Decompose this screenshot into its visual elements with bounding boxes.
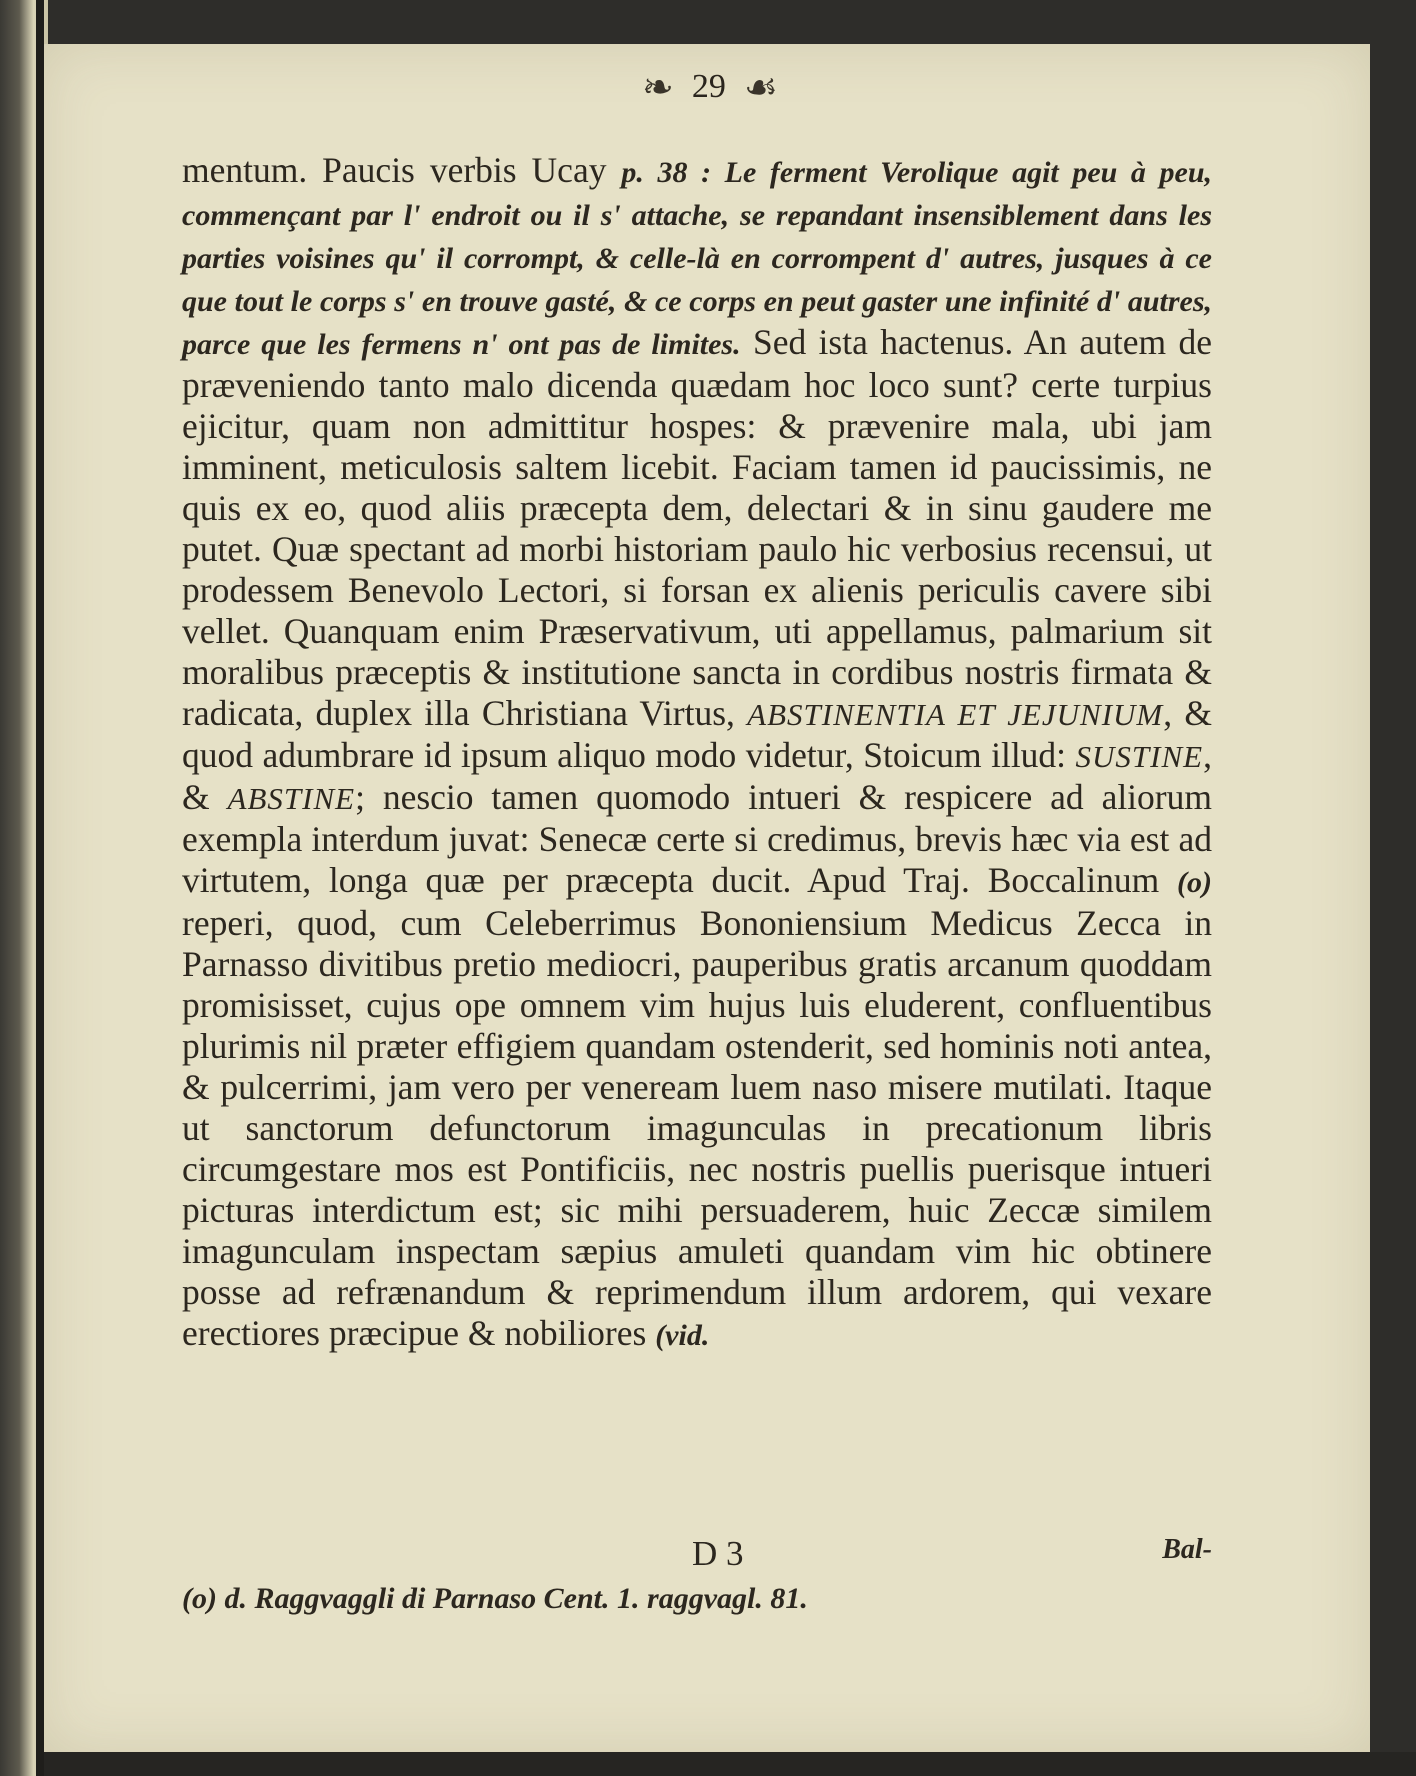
page-bottom-shadow [44,1752,1416,1776]
french-quotation: p. 38 : Le ferment Verolique agit peu à peu, commençant par l' endroit ou il s' attache, se repandant insensiblement dans les parties voisines qu' il corrompt, & celle-là en corrompent d' autres, jusques à ce que tout le corps s' en trouve gasté, & ce corps en peut gaster une infinité d' autres, parce que les fermens n' ont pas de limites. [182,156,1213,361]
footnote-marker: (o) [1177,866,1212,899]
text-run: ; nescio tamen quomodo intueri & respicere ad aliorum exempla interdum juvat: Senecæ certe si credimus, brevis hæc via est ad virtutem, longa quæ per præcepta ducit. Apud Traj. Boccalinum [182,777,1212,900]
signature-line [182,1534,1212,1574]
signature-mark: D 3 [692,1534,744,1573]
catchword: Bal- [1162,1534,1212,1565]
emphasis-caps: ABSTINENTIA ET JEJUNIUM [747,697,1164,732]
text-run-italic: (vid. [655,1319,710,1352]
left-ornament-icon: ❧ [642,65,674,109]
book-gutter [36,0,44,1776]
emphasis-caps: SUSTINE [1075,739,1204,774]
text-run: reperi, quod, cum Celeberrimus Bononiensium Medicus Zecca in Parnasso divitibus pretio mediocri, pauperibus gratis arcanum quoddam promisisset, cujus ope omnem vim hujus luis eluderent, confluentibus plurimis nil præter effigiem quandam ostenderit, sed hominis noti antea, & pulcerrimi, jam vero per veneream luem naso misere mutilati. Itaque ut sanctorum defunctorum imagunculas in precationum libris circumgestare mos est Pontificiis, nec nostris puellis puerisque intueri picturas interdictum est; sic mihi persuaderem, huic Zeccæ similem imagunculam inspectam sæpius amuleti quandam vim hic obtinere posse ad refrænandum & reprimendum illum ardorem, qui vexare erectiores præcipue & nobiliores [182,903,1212,1353]
text-run: mentum. Paucis verbis Ucay [182,150,622,190]
text-run: , & quod adumbrare id ipsum aliquo modo videtur, Stoicum illud: [182,693,1212,775]
main-text-block [182,150,1212,1356]
text-run: Sed ista hactenus. An autem de præveniendo tanto malo dicenda quædam hoc loco sunt? certe turpius ejicitur, quam non admittitur hospes: & prævenire mala, ubi jam imminent, meticulosis saltem licebit. Faciam tamen id paucissimis, ne quis ex eo, quod aliis præcepta dem, delectari & in sinu gaudere me putet. Quæ spectant ad morbi historiam paulo hic verbosius recensui, ut prodessem Benevolo Lectori, si forsan ex alienis periculis cavere sibi vellet. Quanquam enim Præservativum, uti appellamus, palmarium sit moralibus præceptis & institutione sancta in cordibus nostris firmata & radicata, duplex illa Christiana Virtus, [182,322,1212,733]
text-run: , & [182,735,1212,817]
running-header [560,52,860,122]
footnote: (o) d. Raggvaggli di Parnaso Cent. 1. raggvagl. 81. [182,1582,808,1615]
page-number: 29 [691,68,726,105]
right-ornament-icon: ☙ [743,65,778,109]
emphasis-caps: ABSTINE [227,781,356,816]
